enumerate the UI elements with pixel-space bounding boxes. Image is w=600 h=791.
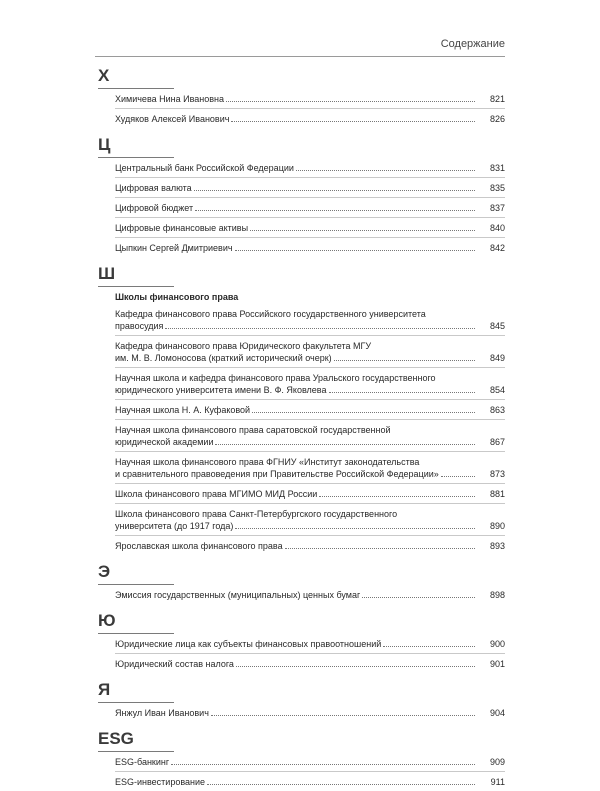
toc-section: [95, 680, 505, 719]
entry-title-line: правосудия: [115, 321, 164, 331]
entry-leader-line: [115, 540, 477, 552]
toc-entry[interactable]: [115, 113, 505, 125]
entry-title-line: Научная школа финансового права саратовской государственной: [115, 425, 391, 435]
entry-divider: [115, 367, 505, 368]
toc-entry[interactable]: [115, 638, 505, 650]
entry-leader-line: [115, 404, 477, 416]
toc-entry[interactable]: [115, 424, 505, 448]
toc-entry[interactable]: [115, 242, 505, 254]
running-header: Содержание: [440, 38, 505, 50]
toc-entry[interactable]: [115, 202, 505, 214]
toc-entry[interactable]: [115, 540, 505, 552]
subsection-heading: Школы финансового права: [115, 292, 239, 302]
entry-title-line: ESG-банкинг: [115, 757, 170, 767]
page-number: 842: [489, 243, 505, 253]
section-entries: [115, 638, 505, 670]
entry-leader-line: [115, 242, 477, 254]
entry-title-line: Цифровые финансовые активы: [115, 223, 249, 233]
toc-entry[interactable]: [115, 589, 505, 601]
toc-section: [95, 562, 505, 601]
dot-leader: [362, 597, 475, 598]
entry-divider: [115, 177, 505, 178]
entry-title-line: и сравнительного правоведения при Правительстве Российской Федерации»: [115, 469, 439, 479]
entry-title-line: юридической академии: [115, 437, 214, 447]
section-entries: [115, 162, 505, 254]
toc-entry[interactable]: [115, 488, 505, 500]
entry-leader-line: [115, 707, 477, 719]
section-entries: [115, 756, 505, 788]
entry-title-line: Научная школа и кафедра финансового права Уральского государственного: [115, 373, 436, 383]
page-number: 837: [489, 203, 505, 213]
dot-leader: [236, 666, 475, 667]
toc-entry[interactable]: [115, 162, 505, 174]
dot-leader: [441, 476, 475, 477]
page-number: 835: [489, 183, 505, 193]
entry-leader-line: [115, 756, 477, 768]
section-entries: [115, 93, 505, 125]
entry-divider: [115, 771, 505, 772]
entry-title-line: Научная школа финансового права ФГНИУ «Институт законодательства: [115, 457, 420, 467]
dot-leader: [171, 764, 475, 765]
toc-entry[interactable]: [115, 182, 505, 194]
entry-leader-line: [115, 162, 477, 174]
toc-entry[interactable]: [115, 222, 505, 234]
toc-entry[interactable]: [115, 404, 505, 416]
dot-leader: [207, 784, 475, 785]
toc-entry[interactable]: [115, 340, 505, 364]
entry-leader-line: [115, 488, 477, 500]
entry-title-line: Центральный банк Российской Федерации: [115, 163, 294, 173]
entry-leader-line: [115, 436, 477, 448]
entry-divider: [115, 653, 505, 654]
page-number: 898: [489, 590, 505, 600]
toc-entry[interactable]: [115, 372, 505, 396]
dot-leader: [296, 170, 475, 171]
dot-leader: [383, 646, 475, 647]
page-number: 890: [489, 521, 505, 531]
section-rule: [98, 584, 174, 585]
entry-divider: [115, 197, 505, 198]
table-of-contents: [95, 66, 505, 791]
dot-leader: [235, 528, 475, 529]
page-number: 904: [489, 708, 505, 718]
dot-leader: [285, 548, 475, 549]
entry-divider: [115, 535, 505, 536]
section-rule: [98, 702, 174, 703]
entry-title-line: Научная школа Н. А. Куфаковой: [115, 405, 251, 415]
entry-title-line: Цыпкин Сергей Дмитриевич: [115, 243, 233, 253]
entry-leader-line: [115, 589, 477, 601]
entry-divider: [115, 335, 505, 336]
page-number: 840: [489, 223, 505, 233]
toc-section: [95, 611, 505, 670]
entry-title-line: Химичева Нина Ивановна: [115, 94, 225, 104]
page-number: 826: [489, 114, 505, 124]
toc-entry[interactable]: [115, 658, 505, 670]
entry-leader-line: [115, 776, 477, 788]
dot-leader: [211, 715, 475, 716]
entry-title-line: Кафедра финансового права Юридического факультета МГУ: [115, 341, 372, 351]
page-number: 845: [489, 321, 505, 331]
section-letter: ESG: [98, 729, 134, 748]
toc-entry[interactable]: [115, 456, 505, 480]
entry-title-line: Школа финансового права МГИМО МИД России: [115, 489, 318, 499]
page-number: 873: [489, 469, 505, 479]
section-letter: Ц: [98, 135, 111, 154]
entry-title-line: юридического университета имени В. Ф. Яковлева: [115, 385, 327, 395]
entry-divider: [115, 237, 505, 238]
toc-entry[interactable]: [115, 308, 505, 332]
entry-title-line: ESG-инвестирование: [115, 777, 206, 787]
page-number: 821: [489, 94, 505, 104]
page-number: 893: [489, 541, 505, 551]
page-number: 881: [489, 489, 505, 499]
entry-title-line: им. М. В. Ломоносова (краткий исторический очерк): [115, 353, 332, 363]
entry-leader-line: [115, 638, 477, 650]
dot-leader: [165, 328, 475, 329]
entry-divider: [115, 483, 505, 484]
page-number: 854: [489, 385, 505, 395]
dot-leader: [334, 360, 475, 361]
entry-leader-line: [115, 468, 477, 480]
toc-section: [95, 66, 505, 125]
entry-divider: [115, 217, 505, 218]
entry-leader-line: [115, 520, 477, 532]
section-entries: [115, 707, 505, 719]
section-letter: Ш: [98, 264, 116, 283]
section-letter: Х: [98, 66, 110, 85]
entry-title-line: Кафедра финансового права Российского государственного университета: [115, 309, 426, 319]
entry-title-line: Эмиссия государственных (муниципальных) ценных бумаг: [115, 590, 361, 600]
entry-leader-line: [115, 182, 477, 194]
entry-title-line: Худяков Алексей Иванович: [115, 114, 230, 124]
page-number: 900: [489, 639, 505, 649]
toc-section: [95, 135, 505, 254]
section-rule: [98, 751, 174, 752]
entry-divider: [115, 451, 505, 452]
section-rule: [98, 286, 174, 287]
dot-leader: [250, 230, 475, 231]
toc-entry[interactable]: [115, 756, 505, 768]
entry-leader-line: [115, 658, 477, 670]
entry-title-line: Юридические лица как субъекты финансовых правоотношений: [115, 639, 382, 649]
toc-section: [95, 729, 505, 788]
entry-leader-line: [115, 320, 477, 332]
entry-leader-line: [115, 93, 477, 105]
entry-title-line: Ярославская школа финансового права: [115, 541, 283, 551]
section-letter: Э: [98, 562, 111, 581]
section-rule: [98, 88, 174, 89]
page-number: 849: [489, 353, 505, 363]
entry-leader-line: [115, 113, 477, 125]
toc-entry[interactable]: [115, 776, 505, 788]
page-number: 911: [490, 777, 505, 787]
toc-entry[interactable]: [115, 707, 505, 719]
entry-divider: [115, 503, 505, 504]
entry-divider: [115, 419, 505, 420]
dot-leader: [194, 190, 475, 191]
section-rule: [98, 157, 174, 158]
section-entries: [115, 589, 505, 601]
dot-leader: [226, 101, 475, 102]
entry-leader-line: [115, 202, 477, 214]
dot-leader: [329, 392, 476, 393]
entry-divider: [115, 108, 505, 109]
dot-leader: [195, 210, 475, 211]
entry-leader-line: [115, 222, 477, 234]
section-rule: [98, 633, 174, 634]
entry-divider: [115, 399, 505, 400]
page-number: 831: [489, 163, 505, 173]
entry-leader-line: [115, 352, 477, 364]
section-entries: [115, 291, 505, 552]
dot-leader: [231, 121, 475, 122]
page-number: 901: [489, 659, 505, 669]
entry-title-line: университета (до 1917 года): [115, 521, 234, 531]
toc-entry[interactable]: [115, 93, 505, 105]
entry-leader-line: [115, 384, 477, 396]
toc-section: [95, 264, 505, 552]
page-number: 863: [489, 405, 505, 415]
page-number: 867: [489, 437, 505, 447]
dot-leader: [235, 250, 475, 251]
entry-title-line: Школа финансового права Санкт-Петербургского государственного: [115, 509, 398, 519]
entry-title-line: Янжул Иван Иванович: [115, 708, 209, 718]
dot-leader: [215, 444, 475, 445]
section-letter: Ю: [98, 611, 116, 630]
section-letter: Я: [98, 680, 111, 699]
entry-title-line: Цифровой бюджет: [115, 203, 194, 213]
dot-leader: [319, 496, 475, 497]
toc-entry[interactable]: [115, 508, 505, 532]
entry-title-line: Юридический состав налога: [115, 659, 234, 669]
dot-leader: [252, 412, 475, 413]
entry-title-line: Цифровая валюта: [115, 183, 192, 193]
header-rule: [95, 56, 505, 57]
page-number: 909: [489, 757, 505, 767]
